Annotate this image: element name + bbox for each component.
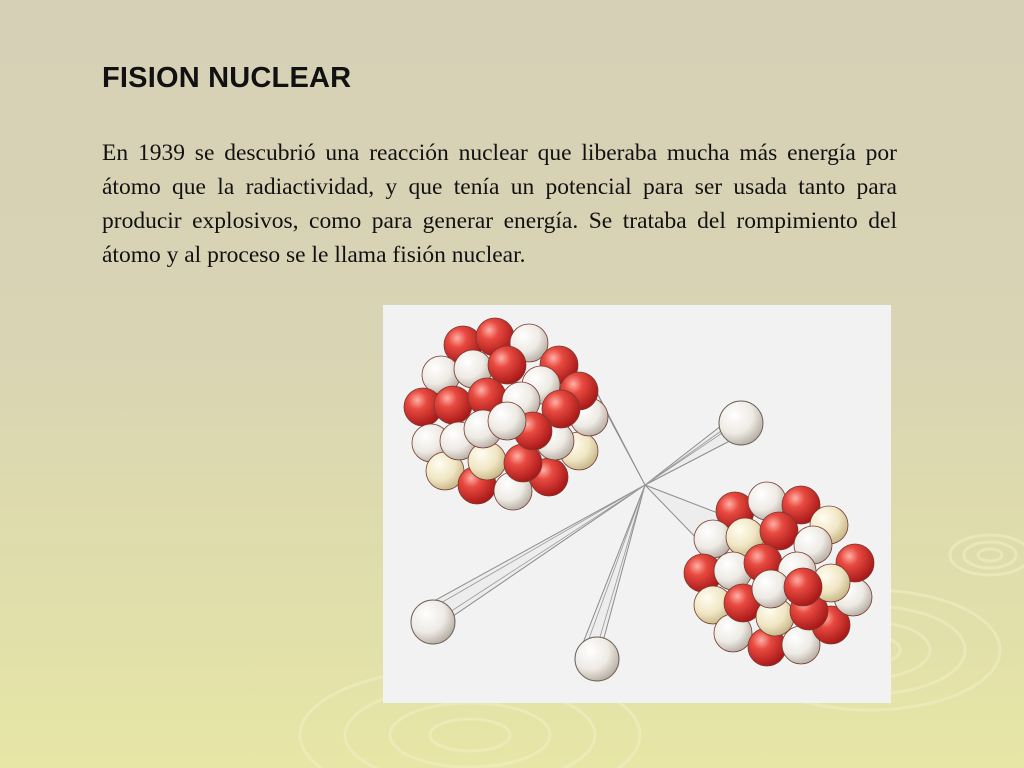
fission-illustration [383, 305, 891, 703]
nuclear-fission-illustration-icon [383, 305, 891, 703]
slide-title: FISION NUCLEAR [102, 62, 352, 94]
slide-paragraph: En 1939 se descubrió una reacción nuclear que liberaba mucha más energía por átomo que la radiactividad, y que tenía un potencial para ser usada tanto para producir explosivos, como para generar energía. Se trataba del rompimiento del átomo y al proceso se le llama fisión nuclear. [102, 140, 897, 268]
